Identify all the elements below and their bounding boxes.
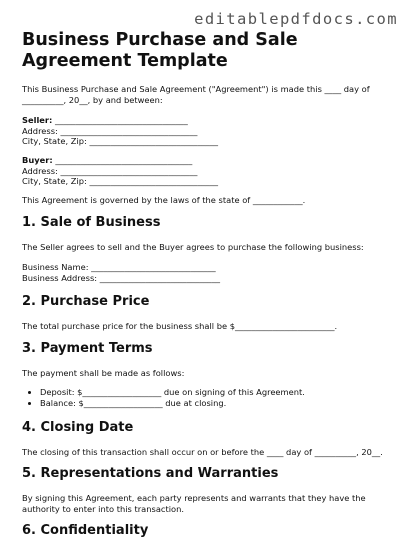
payment-terms-text: The payment shall be made as follows: [22,367,185,378]
closing-date-text: The closing of this transaction shall occur on or before the ____ day of __________, 20__. [22,446,383,457]
representations-text: By signing this Agreement, each party represents and warrants that they have the authority to enter into this transaction. [22,493,366,514]
business-name-line: Business Name: ______________________________ [22,261,216,272]
sale-of-business-text: The Seller agrees to sell and the Buyer agrees to purchase the following business: [22,242,364,253]
document-title: Business Purchase and Sale Agreement Template [22,30,298,71]
business-details [22,262,392,283]
seller-name-blank: ________________________________ [52,115,188,126]
list-item: • Balance: $___________________ due at closing. [40,398,392,409]
governing-law-paragraph: This Agreement is governed by the laws of the state of ____________. [22,194,306,205]
purchase-price-text: The total purchase price for the business shall be $________________________. [22,321,338,332]
watermark-logo: editablepdfdocs.com [194,10,398,28]
buyer-line [22,155,392,166]
buyer-city-line: City, State, Zip: _______________________________ [22,176,219,187]
seller-line [22,115,392,126]
intro-paragraph: This Business Purchase and Sale Agreement ("Agreement") is made this ____ day of __________, 20__, by and between: [22,84,370,105]
section-heading-payment-terms: 3. Payment Terms [22,340,153,356]
section-heading-closing-date: 4. Closing Date [22,419,134,435]
buyer-block [22,155,392,187]
section-heading-representations: 5. Representations and Warranties [22,466,279,482]
buyer-name-blank: _________________________________ [52,154,193,165]
business-address-line: Business Address: _____________________________ [22,272,221,283]
section-heading-sale-of-business: 1. Sale of Business [22,215,161,231]
document-page [22,30,392,550]
section-heading-purchase-price: 2. Purchase Price [22,294,150,310]
payment-list [22,387,392,408]
seller-city-line: City, State, Zip: _______________________________ [22,136,219,147]
buyer-address-line: Address: _________________________________ [22,165,198,176]
seller-label: Seller: [22,115,53,126]
seller-block [22,115,392,147]
list-item: • Deposit: $___________________ due on signing of this Agreement. [40,387,392,398]
buyer-label: Buyer: [22,154,53,165]
section-heading-confidentiality: 6. Confidentiality [22,523,149,539]
seller-address-line: Address: _________________________________ [22,125,198,136]
